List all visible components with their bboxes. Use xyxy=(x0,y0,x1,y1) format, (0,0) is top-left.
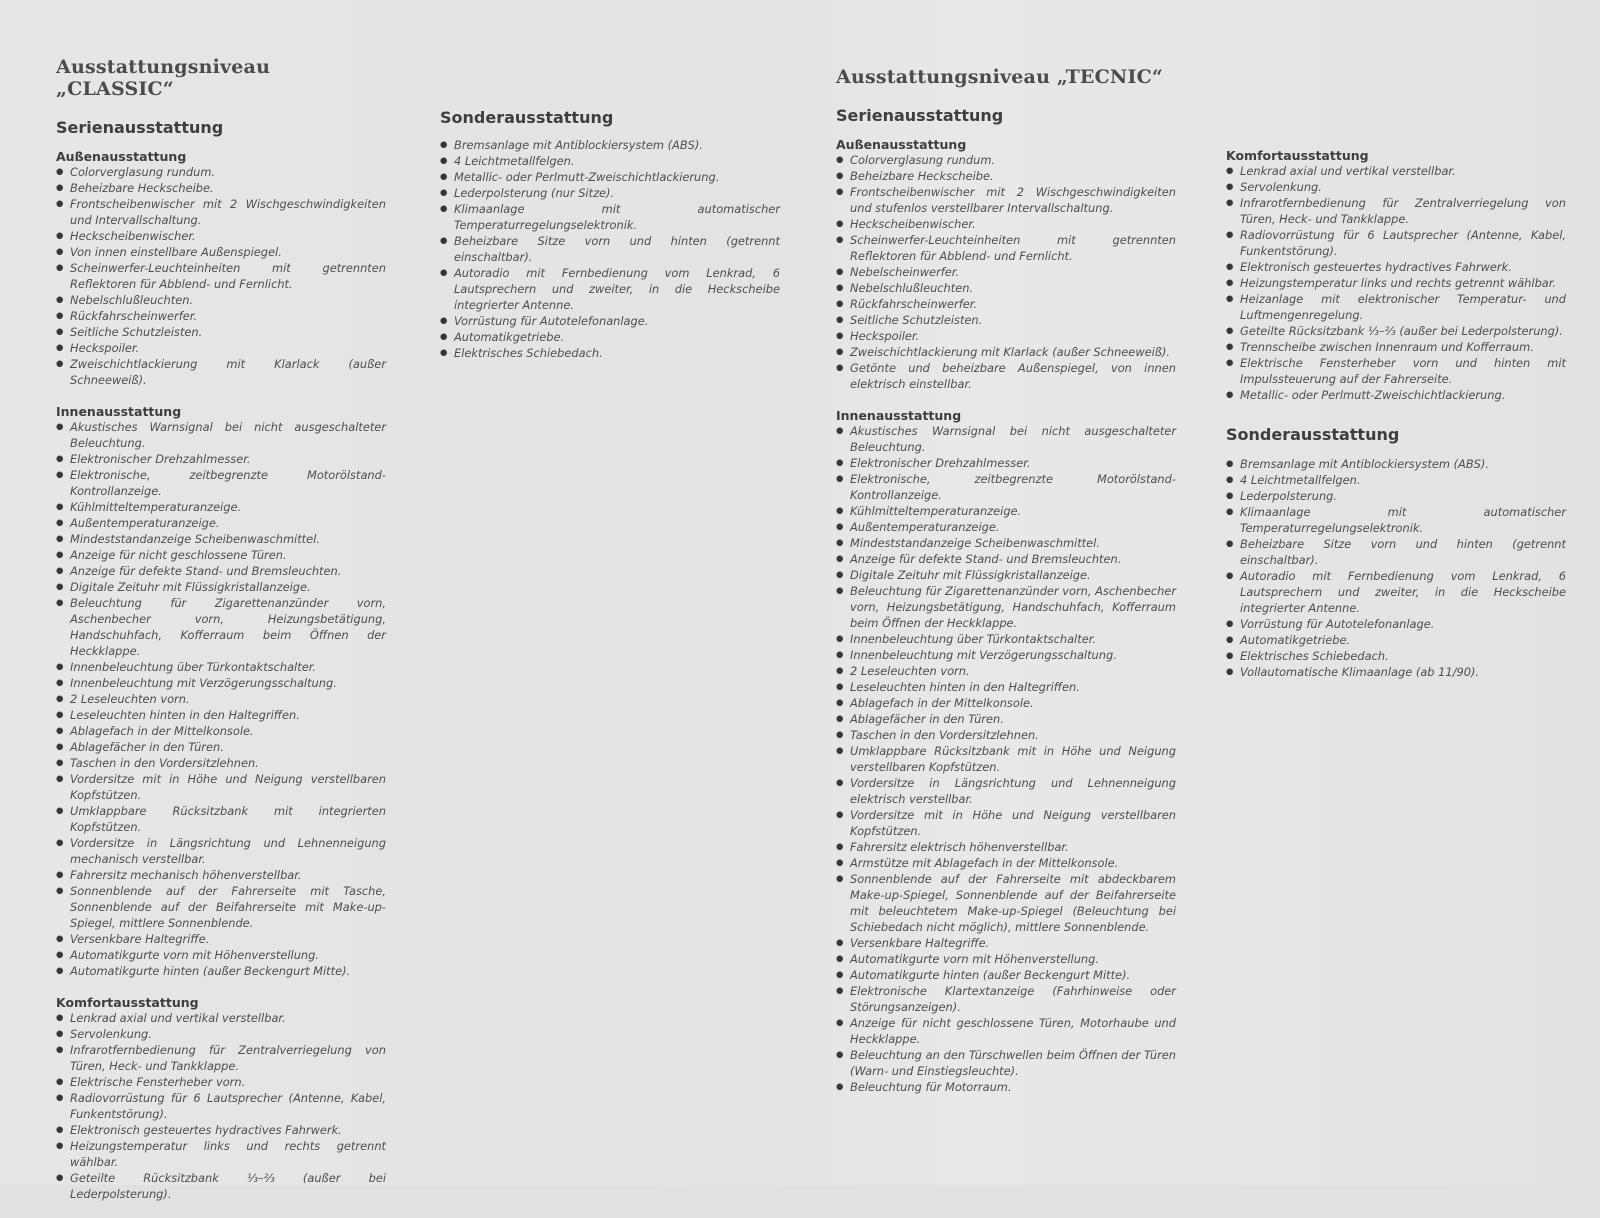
list-item: ● Umklappbare Rücksitzbank mit in Höhe und Neigung verstellbaren Kopfstützen. xyxy=(836,743,1176,775)
list-item: ● Elektronischer Drehzahlmesser. xyxy=(56,451,386,467)
list-item: ● Taschen in den Vordersitzlehnen. xyxy=(836,727,1176,743)
list-item: ● Klimaanlage mit automatischer Temperaturregelungselektronik. xyxy=(1226,504,1566,536)
classic-sonder-column xyxy=(440,108,780,361)
list-item: ● Heizanlage mit elektronischer Temperatur- und Luftmengenregelung. xyxy=(1226,291,1566,323)
list-item: ● Bremsanlage mit Antiblockiersystem (ABS). xyxy=(440,137,780,153)
list-item: ● Ablagefächer in den Türen. xyxy=(56,739,386,755)
tecnic-innen-list xyxy=(836,423,1176,1095)
list-item: ● Akustisches Warnsignal bei nicht ausgeschalteter Beleuchtung. xyxy=(56,419,386,451)
list-item: ● Frontscheibenwischer mit 2 Wischgeschwindigkeiten und Intervallschaltung. xyxy=(56,196,386,228)
tecnic-komfort-list xyxy=(1226,163,1566,403)
tecnic-serien-heading: Serienausstattung xyxy=(836,106,1004,125)
list-item: ● Leseleuchten hinten in den Haltegriffen. xyxy=(836,679,1176,695)
list-item: ● 2 Leseleuchten vorn. xyxy=(56,691,386,707)
list-item: ● Beheizbare Heckscheibe. xyxy=(836,168,1176,184)
list-item: ● Anzeige für defekte Stand- und Bremsleuchten. xyxy=(836,551,1176,567)
list-item: ● Umklappbare Rücksitzbank mit integrierten Kopfstützen. xyxy=(56,803,386,835)
list-item: ● Getönte und beheizbare Außenspiegel, von innen elektrisch einstellbar. xyxy=(836,360,1176,392)
list-item: ● Elektronischer Drehzahlmesser. xyxy=(836,455,1176,471)
list-item: ● Ablagefach in der Mittelkonsole. xyxy=(836,695,1176,711)
list-item: ● Ablagefach in der Mittelkonsole. xyxy=(56,723,386,739)
classic-komfort-section xyxy=(56,995,386,1202)
list-item: ● Vorrüstung für Autotelefonanlage. xyxy=(440,313,780,329)
list-item: ● Scheinwerfer-Leuchteinheiten mit getrennten Reflektoren für Abblend- und Fernlicht. xyxy=(56,260,386,292)
list-item: ● Metallic- oder Perlmutt-Zweischichtlackierung. xyxy=(440,169,780,185)
list-item: ● Vordersitze mit in Höhe und Neigung verstellbaren Kopfstützen. xyxy=(836,807,1176,839)
list-item: ● Heizungstemperatur links und rechts getrennt wählbar. xyxy=(1226,275,1566,291)
list-item: ● Rückfahrscheinwerfer. xyxy=(836,296,1176,312)
tecnic-title: Ausstattungsniveau „TECNIC“ xyxy=(836,66,1164,88)
list-item: ● Vordersitze in Längsrichtung und Lehnenneigung elektrisch verstellbar. xyxy=(836,775,1176,807)
classic-sonder-heading: Sonderausstattung xyxy=(440,108,614,127)
list-item: ● Heizungstemperatur links und rechts getrennt wählbar. xyxy=(56,1138,386,1170)
classic-aussen-heading: Außenausstattung xyxy=(56,149,187,164)
classic-title: Ausstattungsniveau „CLASSIC“ xyxy=(56,56,271,100)
tecnic-serien-column xyxy=(836,66,1176,1111)
list-item: ● Beleuchtung für Motorraum. xyxy=(836,1079,1176,1095)
list-item: ● Bremsanlage mit Antiblockiersystem (ABS). xyxy=(1226,456,1566,472)
list-item: ● Anzeige für nicht geschlossene Türen, Motorhaube und Heckklappe. xyxy=(836,1015,1176,1047)
list-item: ● Ablagefächer in den Türen. xyxy=(836,711,1176,727)
classic-innen-section xyxy=(56,404,386,979)
list-item: ● Frontscheibenwischer mit 2 Wischgeschwindigkeiten und stufenlos verstellbarer Intervallschaltung. xyxy=(836,184,1176,216)
list-item: ● 2 Leseleuchten vorn. xyxy=(836,663,1176,679)
list-item: ● Metallic- oder Perlmutt-Zweischichtlackierung. xyxy=(1226,387,1566,403)
tecnic-innen-heading: Innenausstattung xyxy=(836,408,962,423)
list-item: ● Beheizbare Heckscheibe. xyxy=(56,180,386,196)
list-item: ● Elektrisches Schiebedach. xyxy=(440,345,780,361)
list-item: ● Anzeige für defekte Stand- und Bremsleuchten. xyxy=(56,563,386,579)
classic-komfort-list xyxy=(56,1010,386,1202)
list-item: ● Heckscheibenwischer. xyxy=(836,216,1176,232)
tecnic-komfort-section xyxy=(1226,148,1566,403)
list-item: ● Vordersitze mit in Höhe und Neigung verstellbaren Kopfstützen. xyxy=(56,771,386,803)
tecnic-aussen-section xyxy=(836,137,1176,392)
list-item: ● Automatikgetriebe. xyxy=(1226,632,1566,648)
classic-innen-heading: Innenausstattung xyxy=(56,404,182,419)
list-item: ● Kühlmitteltemperaturanzeige. xyxy=(836,503,1176,519)
list-item: ● Armstütze mit Ablagefach in der Mittelkonsole. xyxy=(836,855,1176,871)
list-item: ● Mindeststandanzeige Scheibenwaschmittel. xyxy=(836,535,1176,551)
list-item: ● Zweischichtlackierung mit Klarlack (außer Schneeweiß). xyxy=(56,356,386,388)
classic-sonder-list xyxy=(440,137,780,361)
list-item: ● Colorverglasung rundum. xyxy=(56,164,386,180)
list-item: ● Vorrüstung für Autotelefonanlage. xyxy=(1226,616,1566,632)
list-item: ● Innenbeleuchtung über Türkontaktschalter. xyxy=(836,631,1176,647)
classic-komfort-heading: Komfortausstattung xyxy=(56,995,199,1010)
list-item: ● Fahrersitz elektrisch höhenverstellbar. xyxy=(836,839,1176,855)
tecnic-innen-section xyxy=(836,408,1176,1095)
list-item: ● 4 Leichtmetallfelgen. xyxy=(1226,472,1566,488)
list-item: ● Elektrische Fensterheber vorn und hinten mit Impulssteuerung auf der Fahrerseite. xyxy=(1226,355,1566,387)
list-item: ● Elektronisch gesteuertes hydractives Fahrwerk. xyxy=(1226,259,1566,275)
tecnic-sonder-heading: Sonderausstattung xyxy=(1226,425,1400,444)
classic-serien-column xyxy=(56,56,386,1218)
list-item: ● Außentemperaturanzeige. xyxy=(56,515,386,531)
list-item: ● Leseleuchten hinten in den Haltegriffen. xyxy=(56,707,386,723)
tecnic-sonder-list xyxy=(1226,456,1566,680)
list-item: ● 4 Leichtmetallfelgen. xyxy=(440,153,780,169)
tecnic-aussen-list xyxy=(836,152,1176,392)
list-item: ● Heckscheibenwischer. xyxy=(56,228,386,244)
list-item: ● Innenbeleuchtung mit Verzögerungsschaltung. xyxy=(836,647,1176,663)
list-item: ● Autoradio mit Fernbedienung vom Lenkrad, 6 Lautsprechern und zweiter, in die Heckscheibe integrierter Antenne. xyxy=(1226,568,1566,616)
list-item: ● Akustisches Warnsignal bei nicht ausgeschalteter Beleuchtung. xyxy=(836,423,1176,455)
list-item: ● Autoradio mit Fernbedienung vom Lenkrad, 6 Lautsprechern und zweiter, in die Heckscheibe integrierter Antenne. xyxy=(440,265,780,313)
list-item: ● Geteilte Rücksitzbank ⅓–⅔ (außer bei Lederpolsterung). xyxy=(1226,323,1566,339)
list-item: ● Automatikgurte vorn mit Höhenverstellung. xyxy=(56,947,386,963)
list-item: ● Automatikgurte hinten (außer Beckengurt Mitte). xyxy=(56,963,386,979)
list-item: ● Servolenkung. xyxy=(56,1026,386,1042)
list-item: ● Von innen einstellbare Außenspiegel. xyxy=(56,244,386,260)
list-item: ● Elektrisches Schiebedach. xyxy=(1226,648,1566,664)
list-item: ● Lenkrad axial und vertikal verstellbar. xyxy=(56,1010,386,1026)
list-item: ● Elektrische Fensterheber vorn. xyxy=(56,1074,386,1090)
list-item: ● Anzeige für nicht geschlossene Türen. xyxy=(56,547,386,563)
list-item: ● Elektronische, zeitbegrenzte Motorölstand-Kontrollanzeige. xyxy=(836,471,1176,503)
list-item: ● Elektronische, zeitbegrenzte Motorölstand-Kontrollanzeige. xyxy=(56,467,386,499)
list-item: ● Innenbeleuchtung über Türkontaktschalter. xyxy=(56,659,386,675)
list-item: ● Taschen in den Vordersitzlehnen. xyxy=(56,755,386,771)
list-item: ● Trennscheibe zwischen Innenraum und Kofferraum. xyxy=(1226,339,1566,355)
list-item: ● Innenbeleuchtung mit Verzögerungsschaltung. xyxy=(56,675,386,691)
list-item: ● Beleuchtung für Zigarettenanzünder vorn, Aschenbecher vorn, Heizungsbetätigung, Handschuhfach, Kofferraum beim Öffnen der Heckklappe. xyxy=(56,595,386,659)
list-item: ● Geteilte Rücksitzbank ⅓–⅔ (außer bei Lederpolsterung). xyxy=(56,1170,386,1202)
list-item: ● Digitale Zeituhr mit Flüssigkristallanzeige. xyxy=(56,579,386,595)
list-item: ● Automatikgurte vorn mit Höhenverstellung. xyxy=(836,951,1176,967)
classic-serien-heading: Serienausstattung xyxy=(56,118,224,137)
list-item: ● Nebelschlußleuchten. xyxy=(836,280,1176,296)
list-item: ● Vollautomatische Klimaanlage (ab 11/90). xyxy=(1226,664,1566,680)
list-item: ● Beheizbare Sitze vorn und hinten (getrennt einschaltbar). xyxy=(440,233,780,265)
classic-aussen-section xyxy=(56,149,386,388)
list-item: ● Nebelschlußleuchten. xyxy=(56,292,386,308)
list-item: ● Vordersitze in Längsrichtung und Lehnenneigung mechanisch verstellbar. xyxy=(56,835,386,867)
list-item: ● Nebelscheinwerfer. xyxy=(836,264,1176,280)
list-item: ● Elektronische Klartextanzeige (Fahrhinweise oder Störungsanzeigen). xyxy=(836,983,1176,1015)
list-item: ● Lederpolsterung. xyxy=(1226,488,1566,504)
list-item: ● Beleuchtung an den Türschwellen beim Öffnen der Türen (Warn- und Einstiegsleuchte). xyxy=(836,1047,1176,1079)
list-item: ● Sonnenblende auf der Fahrerseite mit abdeckbarem Make-up-Spiegel, Sonnenblende auf der Beifahrerseite mit beleuchtetem Make-up-Spiegel (Beleuchtung bei Schiebedach nicht möglich), mittlere Sonnenblende. xyxy=(836,871,1176,935)
list-item: ● Seitliche Schutzleisten. xyxy=(56,324,386,340)
list-item: ● Radiovorrüstung für 6 Lautsprecher (Antenne, Kabel, Funkentstörung). xyxy=(56,1090,386,1122)
list-item: ● Radiovorrüstung für 6 Lautsprecher (Antenne, Kabel, Funkentstörung). xyxy=(1226,227,1566,259)
list-item: ● Versenkbare Haltegriffe. xyxy=(56,931,386,947)
list-item: ● Infrarotfernbedienung für Zentralverriegelung von Türen, Heck- und Tankklappe. xyxy=(56,1042,386,1074)
list-item: ● Versenkbare Haltegriffe. xyxy=(836,935,1176,951)
list-item: ● Außentemperaturanzeige. xyxy=(836,519,1176,535)
tecnic-aussen-heading: Außenausstattung xyxy=(836,137,967,152)
list-item: ● Digitale Zeituhr mit Flüssigkristallanzeige. xyxy=(836,567,1176,583)
list-item: ● Automatikgetriebe. xyxy=(440,329,780,345)
list-item: ● Servolenkung. xyxy=(1226,179,1566,195)
list-item: ● Heckspoiler. xyxy=(836,328,1176,344)
tecnic-right-column xyxy=(1226,148,1566,680)
list-item: ● Infrarotfernbedienung für Zentralverriegelung von Türen, Heck- und Tankklappe. xyxy=(1226,195,1566,227)
list-item: ● Seitliche Schutzleisten. xyxy=(836,312,1176,328)
list-item: ● Scheinwerfer-Leuchteinheiten mit getrennten Reflektoren für Abblend- und Fernlicht. xyxy=(836,232,1176,264)
list-item: ● Mindeststandanzeige Scheibenwaschmittel. xyxy=(56,531,386,547)
list-item: ● Klimaanlage mit automatischer Temperaturregelungselektronik. xyxy=(440,201,780,233)
list-item: ● Colorverglasung rundum. xyxy=(836,152,1176,168)
list-item: ● Sonnenblende auf der Fahrerseite mit Tasche, Sonnenblende auf der Beifahrerseite mit Make-up-Spiegel, mittlere Sonnenblende. xyxy=(56,883,386,931)
list-item: ● Elektronisch gesteuertes hydractives Fahrwerk. xyxy=(56,1122,386,1138)
list-item: ● Kühlmitteltemperaturanzeige. xyxy=(56,499,386,515)
list-item: ● Beleuchtung für Zigarettenanzünder vorn, Aschenbecher vorn, Heizungsbetätigung, Handschuhfach, Kofferraum beim Öffnen der Heckklappe. xyxy=(836,583,1176,631)
tecnic-komfort-heading: Komfortausstattung xyxy=(1226,148,1369,163)
list-item: ● Lederpolsterung (nur Sitze). xyxy=(440,185,780,201)
classic-innen-list xyxy=(56,419,386,979)
list-item: ● Heckspoiler. xyxy=(56,340,386,356)
list-item: ● Automatikgurte hinten (außer Beckengurt Mitte). xyxy=(836,967,1176,983)
list-item: ● Rückfahrscheinwerfer. xyxy=(56,308,386,324)
classic-aussen-list xyxy=(56,164,386,388)
list-item: ● Fahrersitz mechanisch höhenverstellbar. xyxy=(56,867,386,883)
list-item: ● Zweischichtlackierung mit Klarlack (außer Schneeweiß). xyxy=(836,344,1176,360)
list-item: ● Lenkrad axial und vertikal verstellbar. xyxy=(1226,163,1566,179)
list-item: ● Beheizbare Sitze vorn und hinten (getrennt einschaltbar). xyxy=(1226,536,1566,568)
